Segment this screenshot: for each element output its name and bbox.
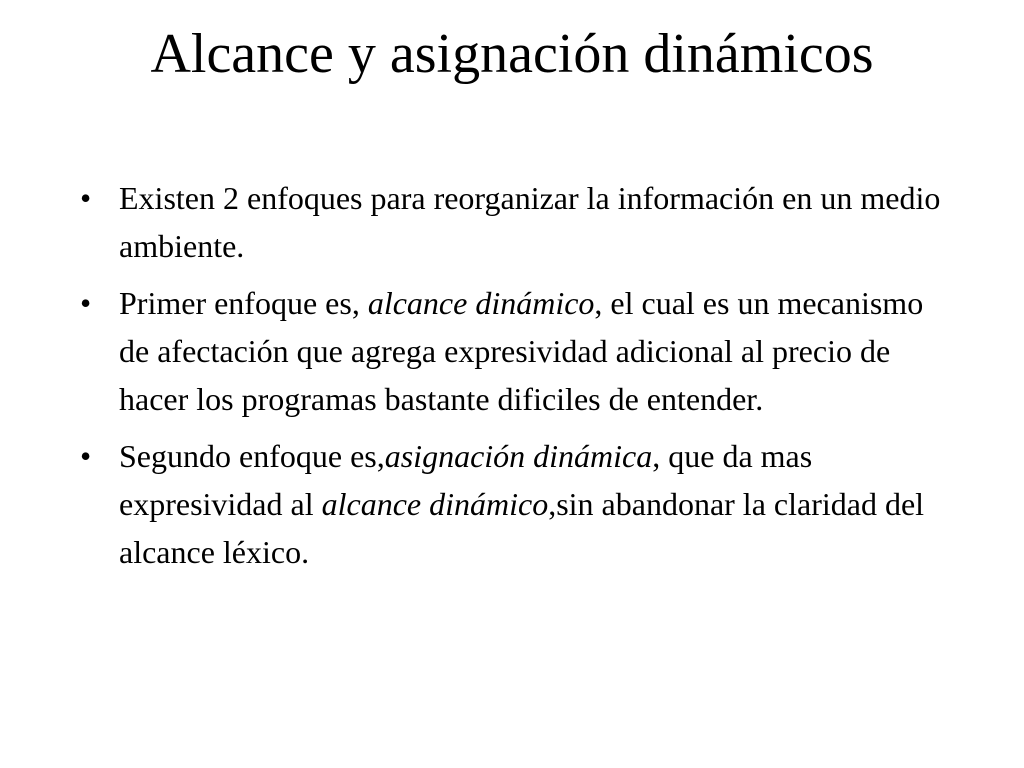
bullet-text: ,sin abandonar la claridad del alcance léxico. bbox=[119, 486, 925, 570]
bullet-item bbox=[78, 174, 958, 270]
bullet-list bbox=[78, 174, 958, 585]
bullet-marker: • bbox=[80, 285, 92, 321]
bullet-emphasis: alcance dinámico bbox=[367, 285, 595, 321]
slide-title: Alcance y asignación dinámicos bbox=[150, 23, 874, 85]
bullet-text: Primer enfoque es, bbox=[119, 285, 368, 321]
bullet-text: , el cual es un mecanismo de afectación que agrega expresividad adicional al precio de hacer los programas bastante dificiles de entender. bbox=[119, 285, 924, 417]
bullet-text: , que da mas expresividad al bbox=[119, 438, 813, 522]
bullet-item bbox=[78, 432, 958, 576]
bullet-text: Segundo enfoque es, bbox=[119, 438, 385, 474]
bullet-item bbox=[78, 279, 958, 423]
bullet-emphasis: asignación dinámica bbox=[384, 438, 653, 474]
bullet-marker: • bbox=[80, 438, 92, 474]
bullet-text: Existen 2 enfoques para reorganizar la información en un medio ambiente. bbox=[119, 180, 941, 264]
bullet-marker: • bbox=[80, 180, 92, 216]
bullet-emphasis: alcance dinámico bbox=[321, 486, 549, 522]
